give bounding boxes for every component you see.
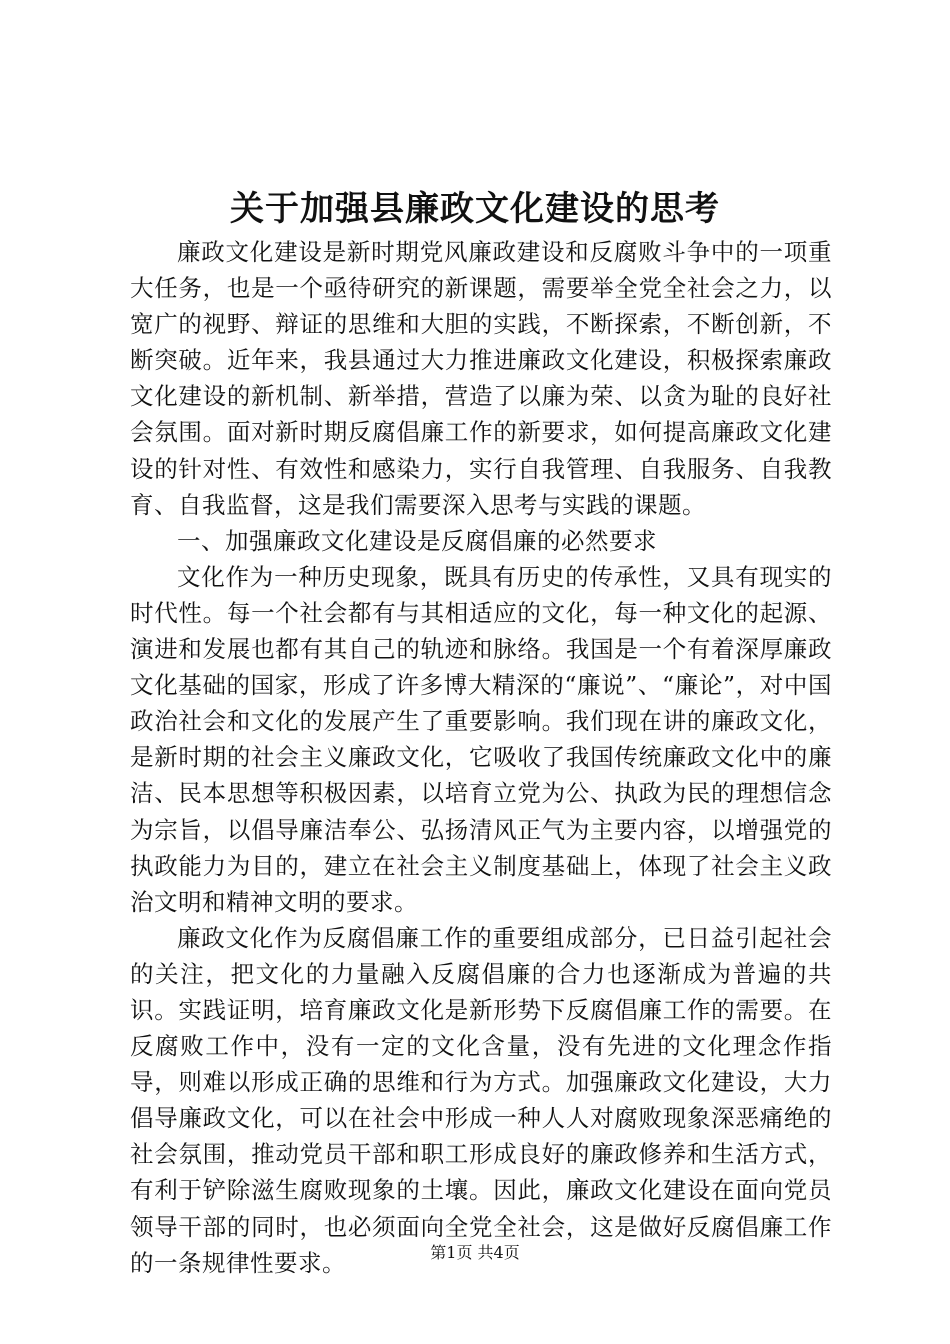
document-body [130, 234, 832, 1281]
page-number-footer: 第1页 共4页 [430, 1243, 520, 1262]
body-paragraph-2: 廉政文化作为反腐倡廉工作的重要组成部分，已日益引起社会的关注，把文化的力量融入反腐倡廉的合力也逐渐成为普遍的共识。实践证明，培育廉政文化是新形势下反腐倡廉工作的需要。在反腐败工作中，没有一定的文化含量，没有先进的文化理念作指导，则难以形成正确的思维和行为方式。加强廉政文化建设，大力倡导廉政文化，可以在社会中形成一种人人对腐败现象深恶痛绝的社会氛围，推动党员干部和职工形成良好的廉政修养和生活方式，有利于铲除滋生腐败现象的土壤。因此，廉政文化建设在面向党员领导干部的同时，也必须面向全党全社会，这是做好反腐倡廉工作的一条规律性要求。 [130, 923, 832, 1277]
document-title: 关于加强县廉政文化建设的思考 [230, 189, 720, 229]
body-paragraph-1: 文化作为一种历史现象，既具有历史的传承性，又具有现实的时代性。每一个社会都有与其相适应的文化，每一种文化的起源、演进和发展也都有其自己的轨迹和脉络。我国是一个有着深厚廉政文化基础的国家，形成了许多博大精深的“廉说”、“廉论”，对中国政治社会和文化的发展产生了重要影响。我们现在讲的廉政文化，是新时期的社会主义廉政文化，它吸收了我国传统廉政文化中的廉洁、民本思想等积极因素，以培育立党为公、执政为民的理想信念为宗旨，以倡导廉洁奉公、弘扬清风正气为主要内容，以增强党的执政能力为目的，建立在社会主义制度基础上，体现了社会主义政治文明和精神文明的要求。 [130, 562, 832, 916]
section-heading-1: 一、加强廉政文化建设是反腐倡廉的必然要求 [177, 526, 657, 555]
intro-paragraph: 廉政文化建设是新时期党风廉政建设和反腐败斗争中的一项重大任务，也是一个亟待研究的新课题，需要举全党全社会之力，以宽广的视野、辩证的思维和大胆的实践，不断探索，不断创新，不断突破。近年来，我县通过大力推进廉政文化建设，积极探索廉政文化建设的新机制、新举措，营造了以廉为荣、以贪为耻的良好社会氛围。面对新时期反腐倡廉工作的新要求，如何提高廉政文化建设的针对性、有效性和感染力，实行自我管理、自我服务、自我教育、自我监督，这是我们需要深入思考与实践的课题。 [130, 238, 832, 519]
